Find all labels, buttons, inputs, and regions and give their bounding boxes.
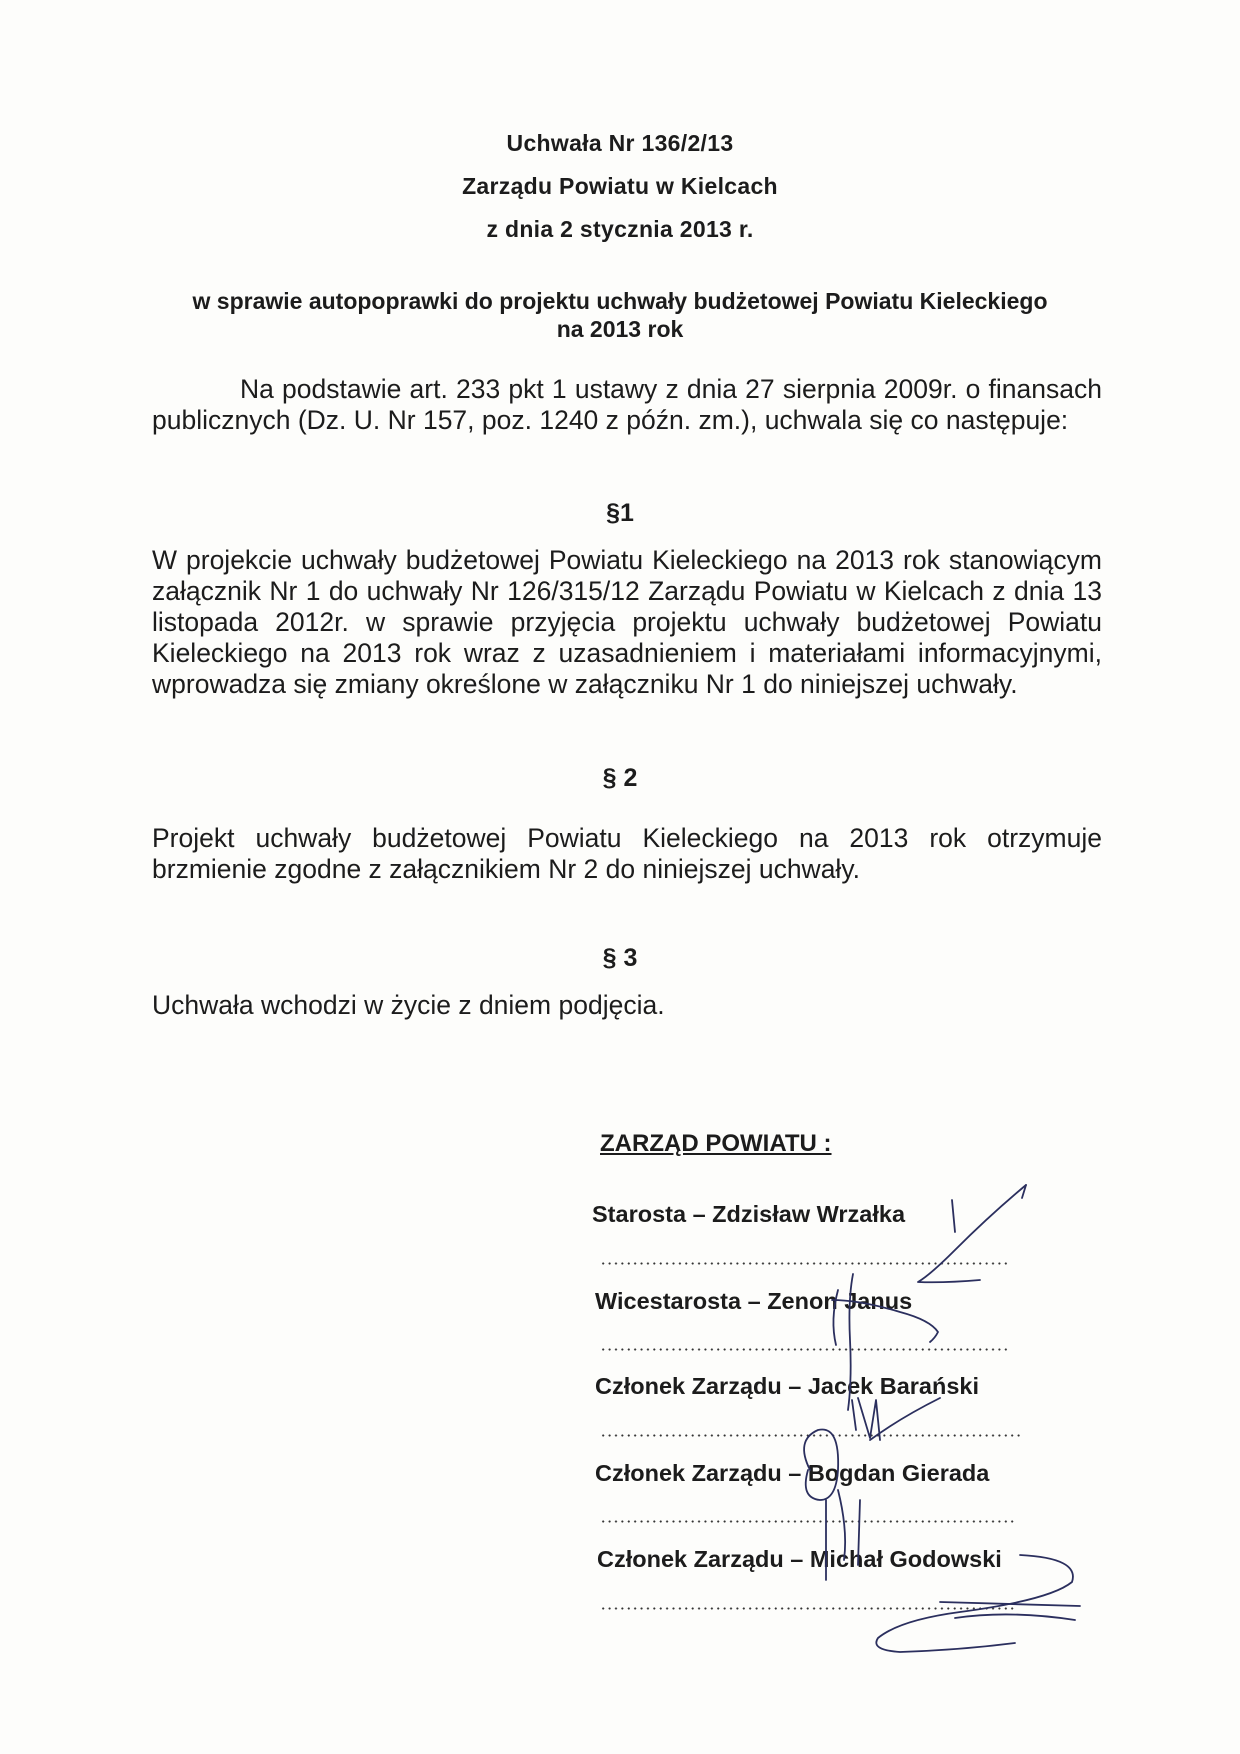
member-starosta: Starosta – Zdzisław Wrzałka (592, 1201, 906, 1227)
section-1-mark: §1 (606, 499, 634, 527)
section-3-text: Uchwała wchodzi w życie z dniem podjęcia. (152, 990, 665, 1020)
section-2-text: Projekt uchwały budżetowej Powiatu Kieleckiego na 2013 rok otrzymuje brzmienie zgodne z załącznikiem Nr 2 do niniejszej uchwały. (152, 823, 1102, 884)
section-2-mark: § 2 (602, 764, 638, 792)
subject-line-1: w sprawie autopoprawki do projektu uchwały budżetowej Powiatu Kieleckiego (192, 288, 1048, 314)
section-1-text: W projekcie uchwały budżetowej Powiatu Kieleckiego na 2013 rok stanowiącym załącznik Nr 1 do uchwały Nr 126/315/12 Zarządu Powiatu w Kielcach z dnia 13 listopada 2012r. w sprawie przyjęcia projektu uchwały budżetowej Powiatu Kieleckiego na 2013 rok wraz z uzasadnieniem i materiałami informacyjnymi, wprowadza się zmiany określone w załączniku Nr 1 do niniejszej uchwały. (152, 545, 1102, 699)
member-barański: Członek Zarządu – Jacek Barański (595, 1373, 980, 1399)
preamble: Na podstawie art. 233 pkt 1 ustawy z dnia 27 sierpnia 2009r. o finansach publicznych (Dz. U. Nr 157, poz. 1240 z późn. zm.), uchwala się co następuje: (152, 374, 1102, 435)
resolution-title: Uchwała Nr 136/2/13 (506, 130, 734, 156)
board-heading: ZARZĄD POWIATU : (600, 1130, 832, 1157)
resolution-issuer: Zarządu Powiatu w Kielcach (462, 173, 778, 199)
subject-line-2: na 2013 rok (556, 316, 684, 342)
member-wicestarosta: Wicestarosta – Zenon Janus (595, 1288, 913, 1314)
resolution-date: z dnia 2 stycznia 2013 r. (486, 216, 754, 242)
section-3-mark: § 3 (602, 944, 638, 972)
member-gierada: Członek Zarządu – Bogdan Gierada (595, 1460, 990, 1486)
member-godowski: Członek Zarządu – Michał Godowski (597, 1546, 1002, 1572)
